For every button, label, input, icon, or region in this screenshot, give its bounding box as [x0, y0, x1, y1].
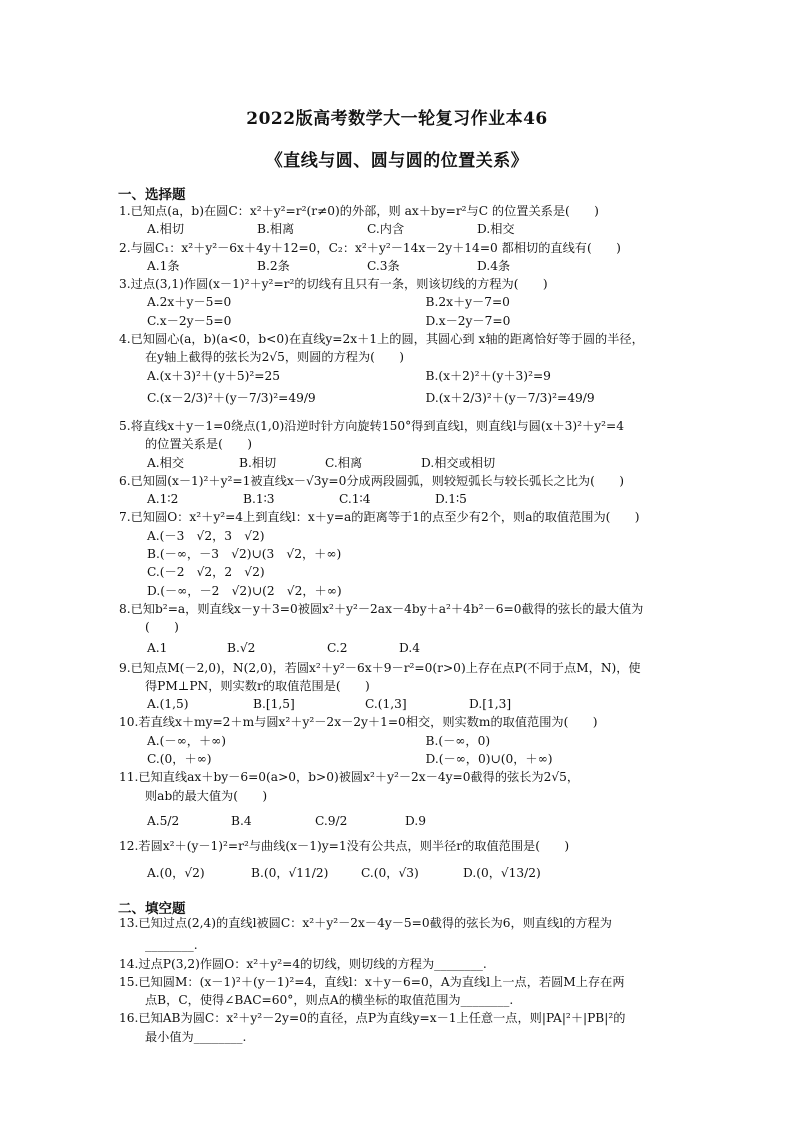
question-text-continued: 得PM⊥PN，则实数r的取值范围是( ): [145, 678, 370, 693]
question-text-continued: 在y轴上截得的弦长为2√5，则圆的方程为( ): [145, 350, 405, 365]
options: [119, 582, 704, 600]
option-a: A.(－3 √2，3 √2): [147, 528, 265, 543]
question-4: [119, 330, 704, 411]
question-text: 1.已知点(a，b)在圆C：x²＋y²=r²(r≠0)的外部，则 ax＋by=r²与C 的位置关系是( ): [119, 204, 599, 218]
options: [119, 527, 704, 545]
question-13: [119, 914, 704, 955]
option-b: B.(－∞，－3 √2)∪(3 √2，＋∞): [147, 547, 342, 562]
question-text-continued: 的位置关系是( ): [145, 437, 253, 452]
option-c: C.9/2: [315, 813, 348, 828]
question-text: 4.已知圆心(a，b)(a<0，b<0)在直线y=2x＋1上的圆，其圆心到 x轴的距离恰好等于圆的半径，: [119, 332, 644, 347]
question-9: [119, 659, 704, 714]
option-d: D.x－2y－7=0: [425, 313, 511, 328]
option-d: D.(x＋2/3)²＋(y－7/3)²=49/9: [425, 390, 595, 405]
option-a: A.相切: [147, 222, 185, 237]
question-5: [119, 417, 704, 472]
option-b: B.(x＋2)²＋(y＋3)²=9: [425, 368, 551, 383]
question-2: [119, 239, 704, 276]
option-a: A.1∶2: [147, 492, 179, 507]
option-d: D.相交或相切: [421, 455, 496, 470]
options: [119, 545, 704, 563]
option-c: C.(0，√3): [361, 866, 419, 881]
question-text: 14.过点P(3,2)作圆O：x²＋y²=4的切线，则切线的方程为________.: [119, 956, 487, 971]
option-c: C.(1,3]: [365, 697, 407, 712]
question-text: 8.已知b²=a，则直线x－y＋3=0被圆x²＋y²－2ax－4by＋a²＋4b²－6=0截得的弦长的最大值为: [119, 601, 644, 616]
option-c: C.1∶4: [339, 492, 371, 507]
option-b: B.(0，√11/2): [251, 866, 329, 881]
option-d: D.(－∞，－2 √2)∪(2 √2，＋∞): [147, 583, 342, 598]
question-text: 15.已知圆M：(x－1)²＋(y－1)²=4，直线l：x＋y－6=0，A为直线l上一点，若圆M上存在两: [119, 974, 625, 989]
options: [119, 257, 704, 275]
option-c: C.(0，＋∞): [147, 752, 212, 767]
question-text: 13.已知过点(2,4)的直线l被圆C：x²＋y²－2x－4y－5=0截得的弦长为6，则直线l的方程为: [119, 916, 612, 930]
question-3: [119, 275, 704, 330]
option-a: A.(1,5): [147, 697, 189, 712]
choice-questions: [119, 202, 704, 891]
option-d: D.4条: [477, 258, 511, 273]
option-a: A.相交: [147, 455, 185, 470]
question-text-continued: 则ab的最大值为( ): [145, 788, 268, 803]
question-text: 9.已知点M(－2,0)，N(2,0)，若圆x²＋y²－6x＋9－r²=0(r>0)上存在点P(不同于点M，N)，使: [119, 660, 641, 675]
question-1: [119, 202, 704, 239]
question-text: 6.已知圆(x－1)²＋y²=1被直线x－√3y=0分成两段圆弧，则较短弧长与较长弧长之比为( ): [119, 473, 624, 488]
options: [119, 454, 704, 472]
options: [119, 293, 704, 311]
question-text: 3.过点(3,1)作圆(x－1)²＋y²=r²的切线有且只有一条，则该切线的方程为( ): [119, 277, 548, 292]
question-text: 16.已知AB为圆C：x²＋y²－2y=0的直径，点P为直线y=x－1上任意一点，则|PA|²＋|PB|²的: [119, 1011, 626, 1026]
option-a: A.2x＋y－5=0: [147, 295, 232, 310]
option-a: A.(0，√2): [147, 866, 205, 881]
options: [119, 490, 704, 508]
question-16: [119, 1009, 704, 1046]
section-heading-choice: 一、选择题: [118, 187, 186, 203]
options: [119, 805, 704, 837]
option-b: B.2x＋y－7=0: [425, 295, 510, 310]
options: [119, 855, 704, 891]
option-a: A.1条: [147, 258, 180, 273]
question-10: [119, 713, 704, 768]
question-text: 5.将直线x＋y－1=0绕点(1,0)沿逆时针方向旋转150°得到直线l，则直线l与圆(x＋3)²＋y²=4: [119, 418, 624, 433]
question-text-continued: ( ): [145, 620, 179, 635]
option-d: D.4: [399, 640, 420, 655]
option-a: A.(－∞，＋∞): [147, 733, 227, 748]
option-d: D.[1,3]: [469, 697, 512, 712]
option-b: B.相切: [239, 455, 277, 470]
options: [119, 695, 704, 713]
question-text: 10.若直线x＋my=2＋m与圆x²＋y²－2x－2y＋1=0相交，则实数m的取值范围为( ): [119, 715, 598, 730]
option-b: B.4: [231, 813, 252, 828]
options: [119, 637, 704, 659]
question-text: 2.与圆C₁：x²＋y²－6x＋4y＋12=0，C₂：x²＋y²－14x－2y＋14=0 都相切的直线有( ): [119, 240, 621, 255]
option-b: B.[1,5]: [253, 697, 295, 712]
option-c: C.x－2y－5=0: [147, 313, 232, 328]
option-d: D.1∶5: [435, 492, 467, 507]
options: [119, 385, 704, 411]
page-title: 2022版高考数学大一轮复习作业本46: [246, 109, 548, 129]
option-d: D.(－∞，0)∪(0，＋∞): [425, 752, 553, 767]
option-d: D.相交: [477, 222, 515, 237]
option-b: B.(－∞，0): [425, 733, 491, 748]
question-15: [119, 973, 704, 1010]
option-b: B.2条: [257, 258, 290, 273]
option-b: B.相离: [257, 222, 295, 237]
option-c: C.(－2 √2，2 √2): [147, 565, 265, 580]
option-d: D.(0，√13/2): [463, 866, 541, 881]
option-a: A.5/2: [147, 813, 180, 828]
options: [119, 563, 704, 581]
option-d: D.9: [405, 813, 426, 828]
question-14: [119, 955, 704, 973]
question-6: [119, 472, 704, 509]
options: [119, 367, 704, 385]
question-text-continued: 点B，C，使得∠BAC=60°，则点A的横坐标的取值范围为________.: [145, 993, 514, 1008]
options: [119, 312, 704, 330]
option-c: C.内含: [367, 222, 405, 237]
options: [119, 732, 704, 750]
question-text: 7.已知圆O：x²＋y²=4上到直线l：x＋y=a的距离等于1的点至少有2个，则a的取值范围为( ): [119, 510, 640, 525]
question-text-continued: 最小值为________.: [145, 1029, 247, 1044]
option-c: C.(x－2/3)²＋(y－7/3)²=49/9: [147, 390, 316, 405]
option-c: C.2: [327, 640, 348, 655]
option-a: A.(x＋3)²＋(y＋5)²=25: [147, 368, 281, 383]
question-text-continued: ________.: [145, 938, 198, 953]
question-7: [119, 508, 704, 599]
option-b: B.√2: [227, 640, 256, 655]
question-text: 11.已知直线ax＋by－6=0(a>0，b>0)被圆x²＋y²－2x－4y=0截得的弦长为2√5，: [119, 770, 580, 785]
option-c: C.3条: [367, 258, 400, 273]
options: [119, 750, 704, 768]
fill-questions: [119, 914, 704, 1046]
question-8: [119, 600, 704, 659]
options: [119, 220, 704, 238]
page-subtitle: 《直线与圆、圆与圆的位置关系》: [265, 151, 529, 171]
section-heading-fill: 二、填空题: [118, 901, 186, 917]
option-a: A.1: [147, 640, 168, 655]
question-text: 12.若圆x²＋(y－1)²=r²与曲线(x－1)y=1没有公共点，则半径r的取值范围是( ): [119, 838, 570, 853]
option-c: C.相离: [325, 455, 363, 470]
question-12: [119, 837, 704, 891]
question-11: [119, 768, 704, 837]
option-b: B.1∶3: [243, 492, 275, 507]
